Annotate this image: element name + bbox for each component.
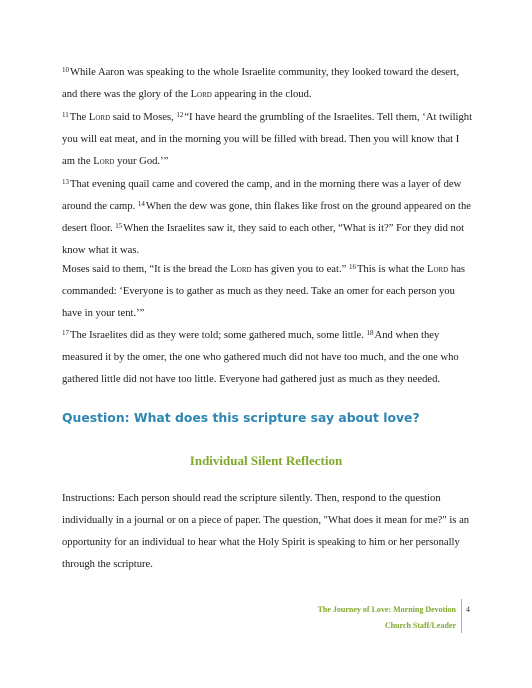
reflection-heading: Individual Silent Reflection xyxy=(189,453,343,468)
footer-title: The Journey of Love: Morning Devotion xyxy=(317,605,456,614)
scripture-paragraph-verse-16: Moses said to them, “It is the bread the Lord has given you to eat.” $^{16}$This is what the Lord has commanded: ‘Everyone is to gather as much as they need. Take an omer for each person you have in your tent.’” xyxy=(62,263,466,319)
verse-number: 15 xyxy=(115,222,123,230)
verse-number: 13 xyxy=(62,178,69,186)
verse-number: 11 xyxy=(62,111,69,119)
page-number: 4 xyxy=(466,605,470,614)
scripture-paragraph-verses-11-12: $^{11}$The Lord said to Moses, $^{12}$“I have heard the grumbling of the Israelites. Tell them, ‘At twilight you will eat meat, and in the morning you will be filled with bread. Then you will know that I am the Lord your God.’” xyxy=(62,111,473,167)
scripture-paragraph-verse-10: $^{10}$While Aaron was speaking to the whole Israelite community, they looked toward the desert, and there was the glory of the Lord appearing in the cloud. xyxy=(62,66,460,100)
instructions-paragraph: Instructions: Each person should read the scripture silently. Then, respond to the question individually in a journal or on a piece of paper. The question, "What does it mean for me?" is an opportunity for an individual to hear what the Holy Spirit is speaking to him or her personally through the scripture. xyxy=(62,493,470,570)
footer-divider xyxy=(461,599,462,633)
verse-number: 16 xyxy=(348,263,356,271)
verse-number: 18 xyxy=(366,329,374,337)
scripture-paragraph-verses-13-15: $^{13}$That evening quail came and covered the camp, and in the morning there was a layer of dew around the camp. $^{14}$When the dew was gone, thin flakes like frost on the ground appeared on the desert floor. $^{15}$When the Israelites saw it, they said to each other, “What is it?” For they did not know what it was. xyxy=(62,178,471,256)
verse-number: 17 xyxy=(62,329,69,337)
footer-subtitle: Church Staff/Leader xyxy=(384,621,456,630)
question-heading: Question: What does this scripture say about love? xyxy=(62,410,420,425)
verse-number: 12 xyxy=(176,111,184,119)
verse-number: 14 xyxy=(137,200,145,208)
verse-number: 10 xyxy=(62,66,69,74)
scripture-paragraph-verses-17-18: $^{17}$The Israelites did as they were told; some gathered much, some little. $^{18}$And when they measured it by the omer, the one who gathered much did not have too much, and the one who gathered little did not have too little. Everyone had gathered just as much as they needed. xyxy=(62,329,459,385)
